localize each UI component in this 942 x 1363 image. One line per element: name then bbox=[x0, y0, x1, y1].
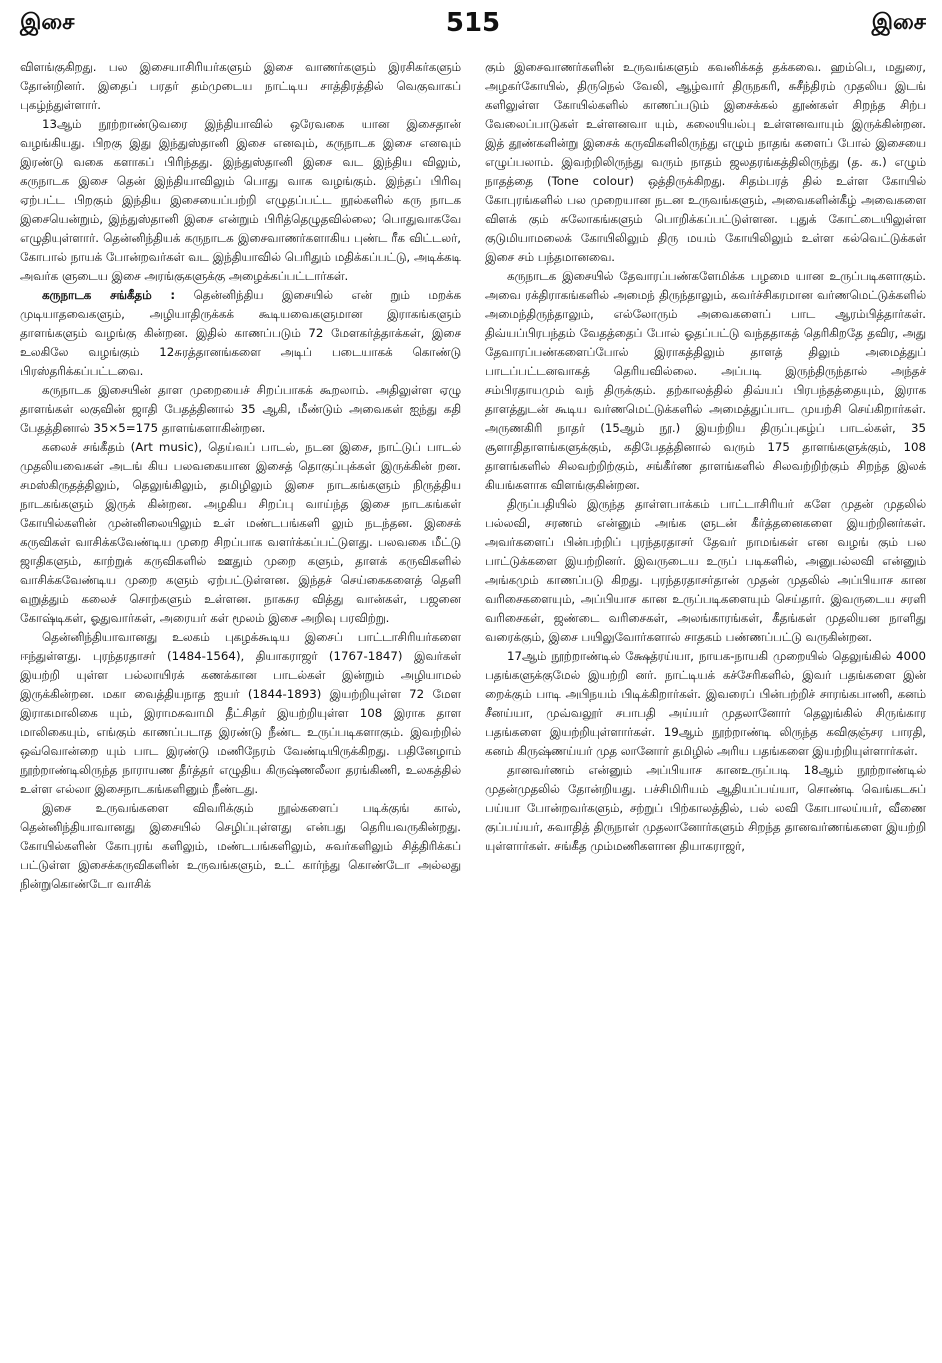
paragraph: இசை உருவங்களை விவரிக்கும் நூல்களைப் படிக்குங் கால், தென்னிந்தியாவானது இசையில் செழிப்புள்ளது என்பது தெரியவருகின்றது. கோயில்களின் கோபுரங் களிலும், மண்டபங்களிலும், சுவர்களிலும் சித்திரிக்கப் பட்டுள்ள இசைக்கருவிகளின் உருவங்களும், உட் கார்ந்து கொண்டோ அல்லது நின்றுகொண்டோ வாசிக் bbox=[20, 801, 461, 891]
text-columns bbox=[20, 58, 926, 1348]
paragraph: 13ஆம் நூற்றாண்டுவரை இந்தியாவில் ஒரேவகை யான இசைதான் வழங்கியது. பிறகு இது இந்துஸ்தானி இசை எனவும், கருநாடக இசை எனவும் இரண்டு வகை களாகப் பிரிந்தது. இந்துஸ்தானி இசை வட இந்திய விலும், கருநாடக இசை தென் இந்தியாவிலும் பொது வாக வழங்கும். இந்தப் பிரிவு ஏற்பட்ட பிறகும் இந்திய இசையைப்பற்றி எழுதப்பட்ட நூல்களில் கரு நாடக இசையென்றும், இந்துஸ்தானி இசை என்றும் பிரித்தெழுதவில்லை; பொதுவாகவே எழுதியுள்ளார். தென்னிந்தியக் கருநாடக இசைவாணர்களாகிய புண்ட ரீக விட்டலர், கோபால் நாயக் போன்றவர்கள் வட இந்தியாவில் பெரிதும் மதிக்கப்பட்டு, அடிக்கடி அவர்க ளுடைய இசை அரங்குகளுக்கு அழைக்கப்பட்டார்கள். bbox=[20, 117, 461, 283]
right-column bbox=[485, 58, 926, 1348]
running-title-right: இசை bbox=[871, 10, 926, 35]
paragraph: விளங்குகிறது. பல இசையாசிரியர்களும் இசை வாணர்களும் இரசிகர்களும் தோன்றினர். இதைப் பரதர் தம்முடைய நாட்டிய சாத்திரத்தில் வெகுவாகப் புகழ்ந்துள்ளார். bbox=[20, 60, 461, 112]
paragraph: 17ஆம் நூற்றாண்டில் க்ஷேத்ரய்யா, நாயக-நாயகி முறையில் தெலுங்கில் 4000 பதங்களுக்குமேல் இயற்றி னர். நாட்டியக் கச்சேரிகளில், இவர் பதங்களை இன் றைக்கும் பாடி அபிநயம் பிடிக்கிறார்கள். இவரைப் பின்பற்றிச் சாரங்கபாணி, கனம் சீனய்யா, முவ்வலூர் சபாபதி அய்யர் முதலானோர் தெலுங்கில் சிருங்கார பதங்களை இயற்றியுள்ளார்கள். 19ஆம் நூற்றாண்டி லிருந்த கவிகுஞ்சர பாரதி, கனம் கிருஷ்ணய்யர் முத லானோர் தமிழில் அரிய பதங்களை இயற்றியுள்ளார்கள். bbox=[485, 649, 926, 758]
paragraph: கருநாடக இசையின் தாள முறையைச் சிறப்பாகக் கூறலாம். அதிலுள்ள ஏழு தாளங்கள் லகுவின் ஜாதி பேதத்தினால் 35 ஆகி, மீண்டும் அவைகள் ஐந்து கதி பேதத்தினால் 35×5=175 தாளங்களாகின்றன. bbox=[20, 383, 461, 435]
paragraph-karnataka-sangeetham bbox=[20, 286, 461, 381]
page-header bbox=[20, 0, 926, 58]
page-number: 515 bbox=[445, 8, 501, 38]
section-heading: கருநாடக சங்கீதம் : bbox=[42, 288, 176, 302]
paragraph: திருப்பதியில் இருந்த தாள்ளபாக்கம் பாட்டாசிரியர் களே முதன் முதலில் பல்லவி, சரணம் என்னும் அங்க ளுடன் கீர்த்தனைகளை இயற்றினர்கள். அவர்களைப் பின்பற்றிப் புரந்தரதாசர் தேவர் நாமங்கள் என வழங் கும் பல பாட்டுக்களை இயற்றினர். இவருடைய உருப் படிகளில், அனுபல்லவி என்னும் அங்கமும் காணப்படு கிறது. புரந்தரதாசர்தான் முதன் முதலில் அப்பியாச கான வரிசைகளையும், அப்பியாச கான உருப்படிகளையும் செய்தார். இவருடைய சரளி வரிசைகள், ஜண்டை வரிசைகள், அலங்காரங்கள், கீதங்கள் முதலியன நாளிது வரைக்கும், இசை பயிலுவோர்களால் சாதகம் பண்ணப்பட்டு வருகின்றன. bbox=[485, 497, 926, 644]
paragraph-body: தென்னிந்திய இசையில் என் றும் மறக்க முடியாதவைகளும், அழியாதிருக்கக் கூடியவைகளுமான இராகங்களும் தாளங்களும் வழங்கு கின்றன. இதில் காணப்படும் 72 மேளகர்த்தாக்கள், இசை உலகிலே வழங்கும் 12சுரத்தானங்களை அடிப் படையாகக் கொண்டு பிரஸ்தரிக்கப்பட்டவை. bbox=[20, 288, 461, 378]
paragraph: தானவர்ணம் என்னும் அப்பியாச கானஉருப்படி 18ஆம் நூற்றாண்டில் முதன்முதலில் தோன்றியது. பச்சிமிரியம் ஆதியப்பய்யா, சொண்டி வெங்கடசுப் பய்யா போன்றவர்களும், சற்றுப் பிற்காலத்தில், பல் லவி கோபாலய்யர், வீணை குப்பய்யர், சுவாதித் திருநாள் முதலானோர்களும் சிறந்த தானவர்ணங்களை இயற்றி யுள்ளார்கள். சங்கீத மும்மணிகளான தியாகராஜர், bbox=[485, 763, 926, 853]
left-column bbox=[20, 58, 461, 1348]
paragraph: தென்னிந்தியாவானது உலகம் புகழக்கூடிய இசைப் பாட்டாசிரியர்களை ஈந்துள்ளது. புரந்தரதாசர் (1484-1564), தியாகராஜர் (1767-1847) இவர்கள் இயற்றி யுள்ள பல்லாயிரக் கணக்கான பாடல்கள் இன்றும் அழியாமல் இருக்கின்றன. மகா வைத்தியநாத ஐயர் (1844-1893) இயற்றியுள்ள 72 மேள இராகமாலிகை யும், இராமசுவாமி தீட்சிதர் இயற்றியுள்ள 108 இராக தாள மாலிகையும், எங்கும் காணப்படாத இரண்டு நீண்ட உருப்படிகளாகும். இவற்றில் ஒவ்வொன்றை யும் பாட இரண்டு மணிநேரம் வேண்டியிருக்கிறது. பதினேழாம் நூற்றாண்டிலிருந்த நாராயண தீர்த்தர் எழுதிய கிருஷ்ணலீலா தரங்கிணி, உலகத்தில் உள்ள எல்லா இசைநாடகங்களினும் நீண்டது. bbox=[20, 630, 461, 796]
paragraph: கருநாடக இசையில் தேவாரப்பண்களேமிக்க பழமை யான உருப்படிகளாகும். அவை ரக்திராகங்களில் அமைந் திருந்தாலும், கவர்ச்சிகரமான வர்ணமெட்டுக்களில் அமைந்திருந்தாலும், எல்லோரும் அவைகளைப் பாட ஆரம்பித்தார்கள். திவ்யப்பிரபந்தம் வேதத்தைப் போல் ஓதப்பட்டு வந்ததாகத் தெரிகிறதே தவிர, அது தேவாரப்பண்களைப்போல் இராகத்திலும் தாளத் திலும் அமைத்துப் பாடப்பட்டனவாகத் தெரியவில்லை. அப்படி இருந்திருந்தால் அந்தச் சம்பிரதாயமும் வந் திருக்கும். தற்காலத்தில் திவ்யப் பிரபந்தத்தையும், இராக தாளத்துடன் கூடிய வர்ணமெட்டுக்களில் அமைத்துப்பாட முயற்சி செய்கிறார்கள். அருணகிரி நாதர் (15ஆம் நூ.) இயற்றிய திருப்புகழ்ப் பாடல்கள், 35 சூளாதிதாளங்களுக்கும், கதிபேதத்தினால் வரும் 175 தாளங்களுக்கும், 108 தாளங்களில் சிலவற்றிற்கும், சங்கீர்ண தாளங்களில் சிலவற்றிற்கும் சிறந்த இலக் கியங்களாக விளங்குகின்றன. bbox=[485, 269, 926, 492]
running-title-left: இசை bbox=[20, 10, 75, 35]
paragraph: கலைச் சங்கீதம் (Art music), தெய்வப் பாடல், நடன இசை, நாட்டுப் பாடல் முதலியவைகள் அடங் கிய பலவகையான இசைத் தொகுப்புக்கள் இருக்கின் றன. சமஸ்கிருதத்திலும், தெலுங்கிலும், தமிழிலும் இசை நாடகங்களும் நிருத்திய நாடகங்களும் இருக் கின்றன. அழகிய சிறப்பு வாய்ந்த இசை நாடகங்கள் கோயில்களின் முன்னிலையிலும் உள் மண்டபங்களி லும் நடந்தன. இசைக் கருவிகள் வாசிக்கவேண்டிய முறை சிறப்பாக வளர்க்கப்பட்டுளது. பலவகை மீட்டு ஜாதிகளும், காற்றுக் கருவிகளில் ஊதும் முறை களும், தாளக் கருவிகளில் வாசிக்கவேண்டிய முறை களும் ஏற்பட்டுள்ளன. இந்தச் செய்கைகளைத் தெளி வுறுத்தும் கலைச் சொற்களும் உள்ளன. நாகசுர வித்து வான்கள், பஜனை கோஷ்டிகள், ஓதுவார்கள், அரையர் கள் மூலம் இசை அறிவு பரவிற்று. bbox=[20, 440, 461, 625]
paragraph: கும் இசைவாணர்களின் உருவங்களும் கவனிக்கத் தக்கவை. ஹம்பெ, மதுரை, அழகர்கோயில், திருநெல் வேலி, ஆழ்வார் திருநகரி, சுசீந்திரம் முதலிய இடங் களிலுள்ள கோயில்களில் காணப்படும் இசைக்கல் தூண்கள் சிறந்த சிற்ப வேலைப்பாடுகள் உள்ளனவா யும், கலையியல்பு உள்ளனவாயும் இருக்கின்றன. இத் தூண்களின்று இசைக் கருவிகளிலிருந்து எழும் நாதங் களைப் போல் இசையை எழுப்பலாம். இவற்றிலிருந்து வரும் நாதம் ஜலதரங்கத்திலிருந்து (த. க.) எழும் நாதத்தை (Tone colour) ஒத்திருக்கிறது. சிதம்பரத் தில் உள்ள கோயில் கோபுரங்களில் பல முறையான நடன உருவங்களும், அவைகளின்கீழ் அவைகளை விளக் கும் சுலோகங்களும் பொறிக்கப்பட்டுள்ளன. புதுக் கோட்டையிலுள்ள குடுமியாமலைக் கோயிலிலும் திரு மயம் கோயிலிலும் உள்ள கல்வெட்டுக்கள் இசை சம் பந்தமானவை. bbox=[485, 60, 926, 264]
